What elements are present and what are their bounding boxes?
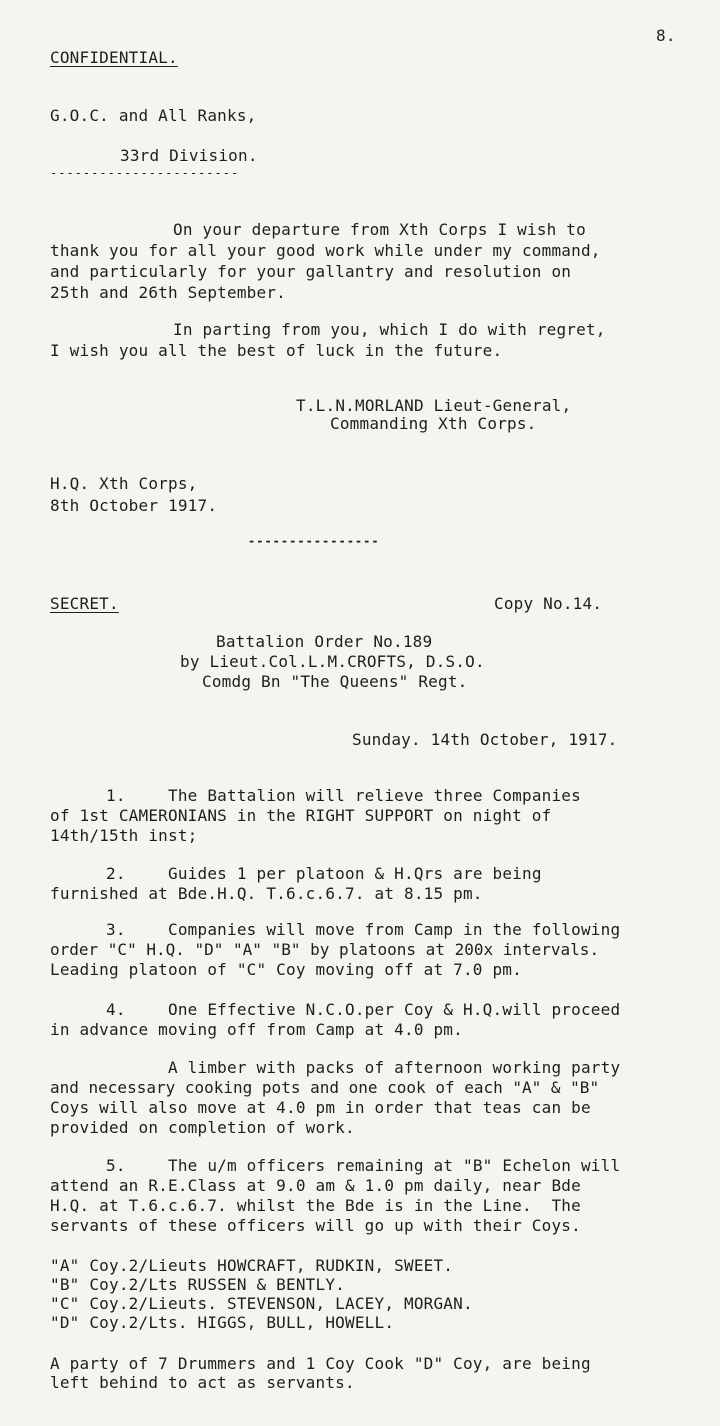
memo-place: H.Q. Xth Corps, [50, 474, 198, 493]
item-line: furnished at Bde.H.Q. T.6.c.6.7. at 8.15 pm. [50, 884, 483, 903]
item-line: Coys will also move at 4.0 pm in order that teas can be [50, 1098, 591, 1117]
item-line: in advance moving off from Camp at 4.0 pm. [50, 1020, 463, 1039]
closing-line: left behind to act as servants. [50, 1373, 355, 1392]
copy-number: Copy No.14. [494, 594, 603, 613]
memo-para2-line: In parting from you, which I do with regret, [173, 320, 606, 339]
officer-line: "C" Coy.2/Lieuts. STEVENSON, LACEY, MORGAN. [50, 1294, 473, 1313]
item-line: of 1st CAMERONIANS in the RIGHT SUPPORT on night of [50, 806, 552, 825]
item-number: 2. [106, 864, 126, 883]
item-line: and necessary cooking pots and one cook of each "A" & "B" [50, 1078, 600, 1097]
signature-name: T.L.N.MORLAND Lieut-General, [296, 396, 572, 415]
item-line: 14th/15th inst; [50, 826, 198, 845]
addressee-rule: ----------------------- [50, 166, 240, 180]
item-line: attend an R.E.Class at 9.0 am & 1.0 pm daily, near Bde [50, 1176, 581, 1195]
closing-line: A party of 7 Drummers and 1 Coy Cook "D" Coy, are being [50, 1354, 591, 1373]
item-line: Guides 1 per platoon & H.Qrs are being [168, 864, 542, 883]
confidential-heading: CONFIDENTIAL. [50, 48, 178, 67]
order-date: Sunday. 14th October, 1917. [352, 730, 618, 749]
order-unit: Comdg Bn "The Queens" Regt. [202, 672, 468, 691]
item-number: 4. [106, 1000, 126, 1019]
item-line: provided on completion of work. [50, 1118, 355, 1137]
item-line: Companies will move from Camp in the following [168, 920, 621, 939]
item-line: The Battalion will relieve three Companies [168, 786, 581, 805]
item-line: The u/m officers remaining at "B" Echelon will [168, 1156, 621, 1175]
item-line: H.Q. at T.6.c.6.7. whilst the Bde is in the Line. The [50, 1196, 581, 1215]
item-number: 3. [106, 920, 126, 939]
item-line: Leading platoon of "C" Coy moving off at 7.0 pm. [50, 960, 522, 979]
officer-line: "B" Coy.2/Lts RUSSEN & BENTLY. [50, 1275, 345, 1294]
memo-para1-line: On your departure from Xth Corps I wish to [173, 220, 586, 239]
page-number: 8. [656, 26, 676, 45]
item-line: servants of these officers will go up with their Coys. [50, 1216, 581, 1235]
item-number: 1. [106, 786, 126, 805]
secret-heading: SECRET. [50, 594, 119, 613]
item-line: A limber with packs of afternoon working party [168, 1058, 621, 1077]
memo-para1-line: thank you for all your good work while under my command, [50, 241, 601, 260]
addressee-line-2: 33rd Division. [120, 146, 258, 165]
memo-para2-line: I wish you all the best of luck in the future. [50, 341, 503, 360]
item-number: 5. [106, 1156, 126, 1175]
order-issuer: by Lieut.Col.L.M.CROFTS, D.S.O. [180, 652, 485, 671]
memo-para1-line: 25th and 26th September. [50, 283, 286, 302]
item-line: One Effective N.C.O.per Coy & H.Q.will proceed [168, 1000, 621, 1019]
officer-line: "D" Coy.2/Lts. HIGGS, BULL, HOWELL. [50, 1313, 395, 1332]
officer-line: "A" Coy.2/Lieuts HOWCRAFT, RUDKIN, SWEET. [50, 1256, 454, 1275]
addressee-line-1: G.O.C. and All Ranks, [50, 106, 257, 125]
order-title: Battalion Order No.189 [216, 632, 433, 651]
item-line: order "C" H.Q. "D" "A" "B" by platoons at 200x intervals. [50, 940, 600, 959]
memo-separator: ---------------- [248, 534, 380, 548]
memo-date: 8th October 1917. [50, 496, 218, 515]
memo-para1-line: and particularly for your gallantry and resolution on [50, 262, 572, 281]
signature-title: Commanding Xth Corps. [330, 414, 537, 433]
